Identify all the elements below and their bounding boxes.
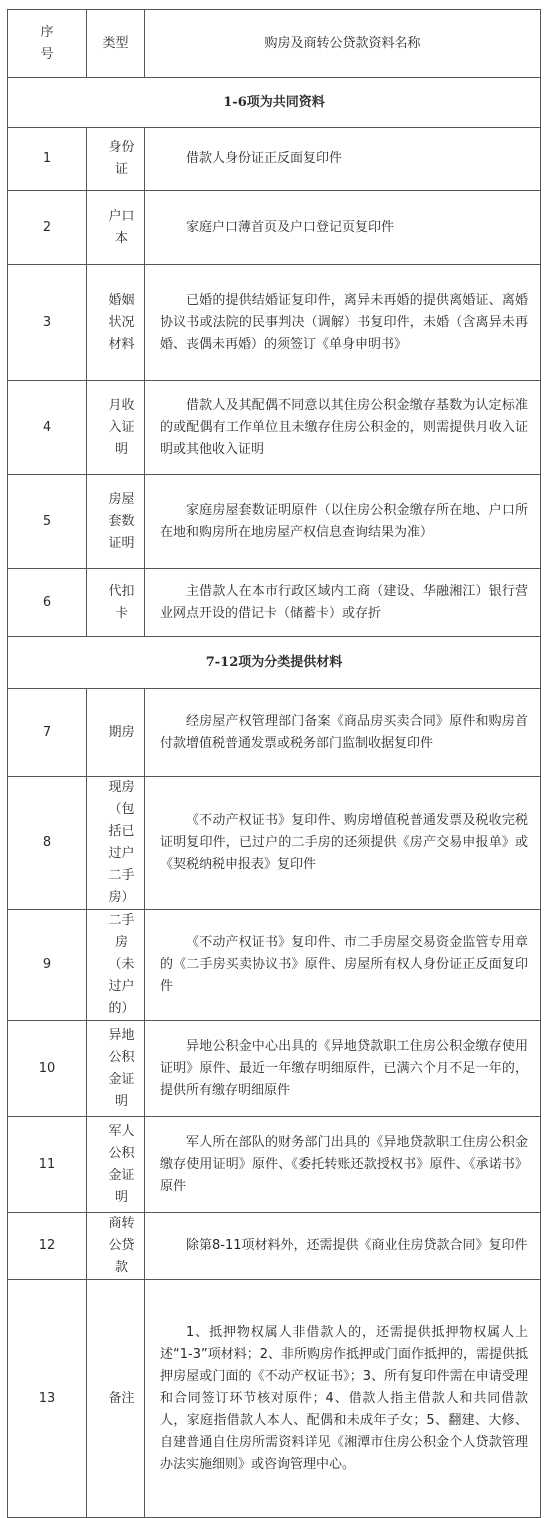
row-num: 4 [8, 381, 87, 475]
table-row [8, 910, 541, 1021]
row-num: 2 [8, 191, 87, 265]
row-type: 二手房（未过户的） [87, 910, 145, 1021]
row-content: 家庭户口薄首页及户口登记页复印件 [145, 191, 541, 265]
row-type: 户口本 [87, 191, 145, 265]
row-content: 1、抵押物权属人非借款人的，还需提供抵押物权属人上述“1-3”项材料；2、非所购房作抵押或门面作抵押的，需提供抵押房屋或门面的《不动产权证书》；3、所有复印件需在申请受理和合同签订环节核对原件；4、借款人指主借款人和共同借款人，家庭指借款人本人、配偶和未成年子女；5、翻建、大修、自建普通自住房所需资料详见《湘潭市住房公积金个人贷款管理办法实施细则》或咨询管理中心。 [145, 1280, 541, 1518]
row-num: 9 [8, 910, 87, 1021]
row-type: 月收入证明 [87, 381, 145, 475]
table-header-row [8, 10, 541, 78]
row-type: 现房（包括已过户二手房） [87, 777, 145, 910]
row-type: 异地公积金证明 [87, 1021, 145, 1117]
header-num: 序号 [8, 10, 87, 78]
row-content: 主借款人在本市行政区域内工商（建设、华融湘江）银行营业网点开设的借记卡（储蓄卡）或存折 [145, 569, 541, 637]
row-num: 7 [8, 689, 87, 777]
row-type: 军人公积金证明 [87, 1117, 145, 1213]
section-row [8, 78, 541, 128]
row-num: 12 [8, 1213, 87, 1280]
section-title: 1-6项为共同资料 [8, 78, 541, 128]
section-title: 7-12项为分类提供材料 [8, 637, 541, 689]
row-num: 3 [8, 265, 87, 381]
row-num: 8 [8, 777, 87, 910]
row-num: 1 [8, 128, 87, 191]
table-row [8, 777, 541, 910]
row-num: 5 [8, 475, 87, 569]
row-content: 已婚的提供结婚证复印件，离异未再婚的提供离婚证、离婚协议书或法院的民事判决（调解）书复印件，未婚（含离异未再婚、丧偶未再婚）的须签订《单身申明书》 [145, 265, 541, 381]
section-row [8, 637, 541, 689]
table-row [8, 475, 541, 569]
row-content: 《不动产权证书》复印件、购房增值税普通发票及税收完税证明复印件，已过户的二手房的还须提供《房产交易申报单》或《契税纳税申报表》复印件 [145, 777, 541, 910]
row-type: 商转公贷款 [87, 1213, 145, 1280]
loan-documents-table [7, 9, 541, 1518]
table-row [8, 191, 541, 265]
table-row [8, 1021, 541, 1117]
row-type: 婚姻状况材料 [87, 265, 145, 381]
row-num: 13 [8, 1280, 87, 1518]
table-row [8, 689, 541, 777]
table-row [8, 1213, 541, 1280]
row-content: 经房屋产权管理部门备案《商品房买卖合同》原件和购房首付款增值税普通发票或税务部门监制收据复印件 [145, 689, 541, 777]
row-type: 代扣卡 [87, 569, 145, 637]
row-type: 备注 [87, 1280, 145, 1518]
row-content: 军人所在部队的财务部门出具的《异地贷款职工住房公积金缴存使用证明》原件、《委托转账还款授权书》原件、《承诺书》原件 [145, 1117, 541, 1213]
row-num: 10 [8, 1021, 87, 1117]
table-row [8, 128, 541, 191]
table-row [8, 381, 541, 475]
table-row [8, 265, 541, 381]
header-type: 类型 [87, 10, 145, 78]
row-type: 期房 [87, 689, 145, 777]
table-row [8, 1117, 541, 1213]
row-content: 除第8-11项材料外，还需提供《商业住房贷款合同》复印件 [145, 1213, 541, 1280]
table-row [8, 1280, 541, 1518]
table-row [8, 569, 541, 637]
row-content: 借款人身份证正反面复印件 [145, 128, 541, 191]
row-content: 异地公积金中心出具的《异地贷款职工住房公积金缴存使用证明》原件、最近一年缴存明细原件，已满六个月不足一年的，提供所有缴存明细原件 [145, 1021, 541, 1117]
row-num: 11 [8, 1117, 87, 1213]
row-type: 房屋套数证明 [87, 475, 145, 569]
row-num: 6 [8, 569, 87, 637]
header-content: 购房及商转公贷款资料名称 [145, 10, 541, 78]
row-type: 身份证 [87, 128, 145, 191]
row-content: 借款人及其配偶不同意以其住房公积金缴存基数为认定标准的或配偶有工作单位且未缴存住房公积金的，则需提供月收入证明或其他收入证明 [145, 381, 541, 475]
row-content: 《不动产权证书》复印件、市二手房屋交易资金监管专用章的《二手房买卖协议书》原件、房屋所有权人身份证正反面复印件 [145, 910, 541, 1021]
row-content: 家庭房屋套数证明原件（以住房公积金缴存所在地、户口所在地和购房所在地房屋产权信息查询结果为准） [145, 475, 541, 569]
